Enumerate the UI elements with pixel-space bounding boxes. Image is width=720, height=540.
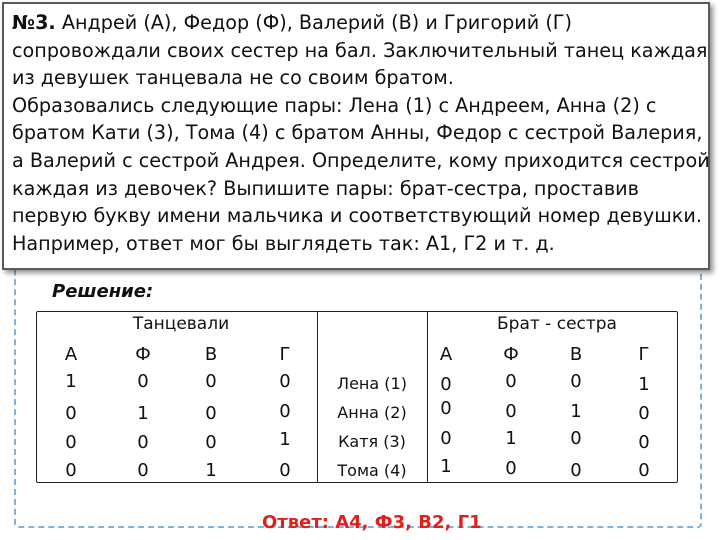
danced-cell: 0 bbox=[205, 371, 217, 392]
solution-label: Решение: bbox=[52, 281, 154, 302]
sibling-cell: 1 bbox=[638, 374, 650, 395]
sibling-cell: 0 bbox=[638, 403, 650, 424]
sibling-col-g: Г bbox=[638, 344, 650, 365]
danced-col-v: В bbox=[204, 344, 218, 365]
task-line-3: из девушек танцевала не со своим братом. bbox=[12, 66, 454, 90]
danced-cell: 0 bbox=[137, 371, 149, 392]
sibling-cell: 0 bbox=[638, 432, 650, 453]
danced-cell: 0 bbox=[205, 403, 217, 424]
danced-col-g: Г bbox=[279, 344, 291, 365]
girl-label: Катя (3) bbox=[338, 432, 406, 451]
sibling-cell: 0 bbox=[570, 460, 582, 481]
task-line-6: а Валерий с сестрой Андрея. Определите, кому приходится сестрой bbox=[12, 148, 710, 172]
answer-text: Ответ: А4, Ф3, В2, Г1 bbox=[262, 512, 482, 533]
danced-cell: 0 bbox=[279, 371, 291, 392]
sibling-cell: 0 bbox=[440, 398, 452, 419]
sibling-cell: 1 bbox=[440, 456, 452, 477]
danced-cell: 1 bbox=[205, 460, 217, 481]
task-line-9: Например, ответ мог бы выглядеть так: А1, Г2 и т. д. bbox=[12, 231, 555, 255]
sibling-cell: 0 bbox=[570, 428, 582, 449]
danced-col-f: Ф bbox=[135, 344, 151, 365]
task-line-1 bbox=[12, 9, 700, 37]
task-line-8: первую букву имени мальчика и соответствующий номер девушки. bbox=[12, 204, 702, 228]
danced-cell: 1 bbox=[279, 429, 291, 450]
sibling-cell: 0 bbox=[570, 371, 582, 392]
sibling-cell: 0 bbox=[505, 371, 517, 392]
danced-cell: 1 bbox=[137, 403, 149, 424]
task-line-2: сопровождали своих сестер на бал. Заключительный танец каждая bbox=[12, 38, 708, 62]
danced-cell: 0 bbox=[65, 460, 77, 481]
task-line-5: братом Кати (3), Тома (4) с братом Анны, Федор с сестрой Валерия, bbox=[12, 121, 703, 145]
danced-col-a: А bbox=[64, 344, 78, 365]
girl-label: Тома (4) bbox=[337, 461, 407, 480]
task-first-line-text: Андрей (А), Федор (Ф), Валерий (В) и Григорий (Г) bbox=[55, 11, 572, 34]
danced-cell: 0 bbox=[205, 432, 217, 453]
danced-cell: 0 bbox=[65, 432, 77, 453]
danced-cell: 0 bbox=[279, 401, 291, 422]
task-line-7: каждая из девочек? Выпишите пары: брат-сестра, проставив bbox=[12, 176, 639, 200]
danced-cell: 0 bbox=[137, 460, 149, 481]
danced-header: Танцевали bbox=[132, 314, 230, 334]
table-divider-left bbox=[317, 312, 318, 482]
solution-table bbox=[36, 311, 678, 483]
sibling-cell: 0 bbox=[638, 460, 650, 481]
sibling-cell: 0 bbox=[505, 458, 517, 479]
danced-cell: 0 bbox=[65, 403, 77, 424]
sibling-cell: 0 bbox=[440, 374, 452, 395]
danced-cell: 1 bbox=[65, 371, 77, 392]
girl-label: Лена (1) bbox=[337, 374, 407, 393]
danced-cell: 0 bbox=[137, 432, 149, 453]
task-box bbox=[2, 2, 710, 270]
girl-label: Анна (2) bbox=[337, 403, 407, 422]
sibling-cell: 1 bbox=[570, 401, 582, 422]
sibling-cell: 1 bbox=[505, 428, 517, 449]
sibling-col-a: А bbox=[439, 344, 453, 365]
danced-cell: 0 bbox=[279, 460, 291, 481]
sibling-col-f: Ф bbox=[503, 344, 519, 365]
task-line-4: Образовались следующие пары: Лена (1) с Андреем, Анна (2) с bbox=[12, 93, 657, 117]
sibling-header: Брат - сестра bbox=[497, 314, 617, 334]
sibling-cell: 0 bbox=[440, 428, 452, 449]
sibling-col-v: В bbox=[569, 344, 583, 365]
sibling-cell: 0 bbox=[505, 401, 517, 422]
task-number: №3. bbox=[12, 11, 56, 34]
